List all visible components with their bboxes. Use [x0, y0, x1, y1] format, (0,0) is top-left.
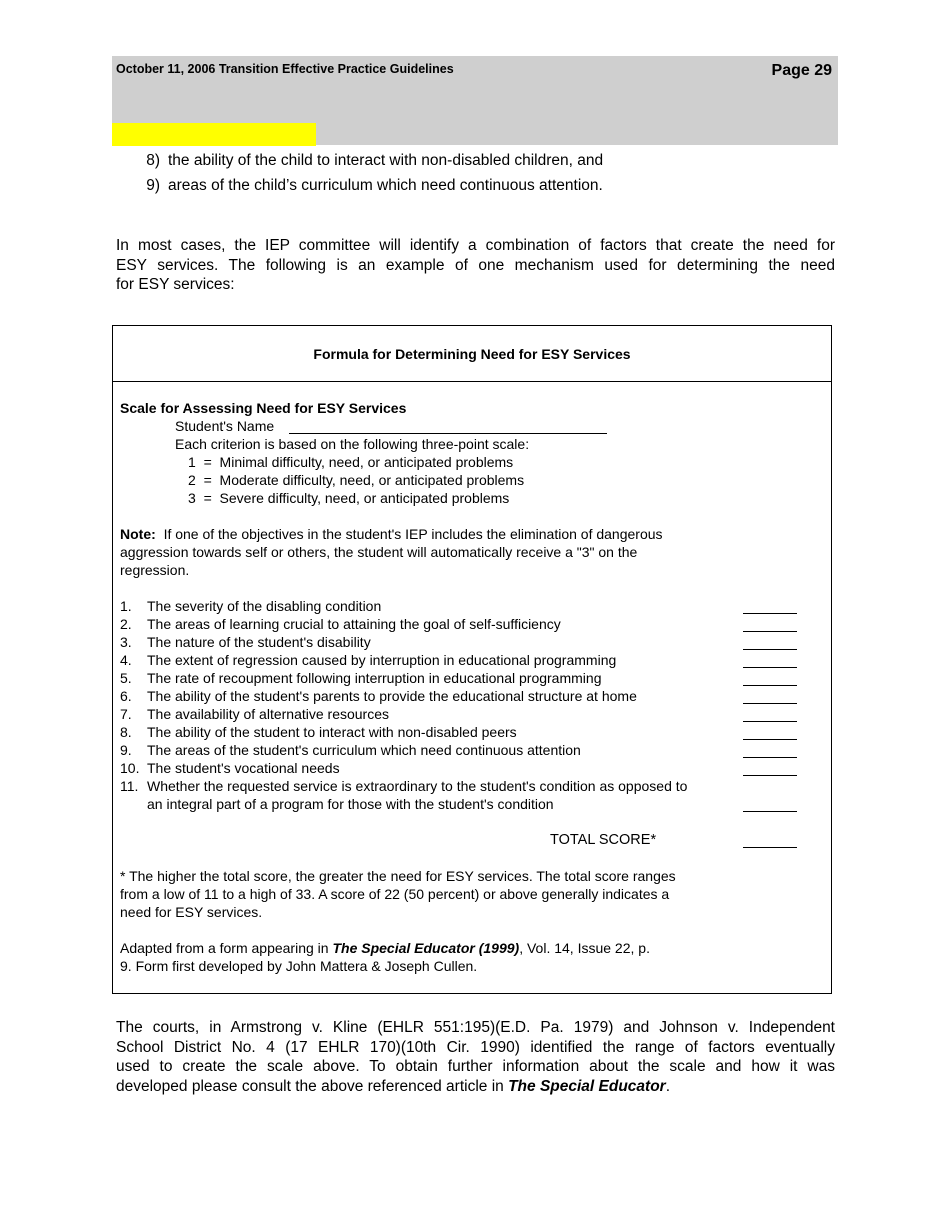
score-blank[interactable] [743, 649, 797, 650]
scale-row [188, 471, 524, 489]
score-blank[interactable] [743, 703, 797, 704]
score-blank[interactable] [743, 685, 797, 686]
scale-heading: Scale for Assessing Need for ESY Services [120, 400, 407, 416]
scale-eq: = [203, 490, 212, 506]
esy-form-box [112, 325, 832, 994]
paragraph-line: for ESY services: [116, 276, 235, 293]
scale-text: Minimal difficulty, need, or anticipated problems [219, 454, 514, 470]
note-label: Note: [120, 526, 156, 542]
list-item-text: areas of the child’s curriculum which need continuous attention. [168, 177, 603, 194]
student-name-label: Student's Name [175, 418, 275, 434]
footnote-line: from a low of 11 to a high of 33. A score of 22 (50 percent) or above generally indicates a [120, 886, 670, 902]
scale-eq: = [203, 472, 212, 488]
note-line: regression. [120, 562, 190, 578]
criterion-number: 3. [120, 634, 132, 650]
criterion-number: 10. [120, 760, 140, 776]
note-line [120, 525, 663, 543]
criterion-text: The ability of the student to interact with non-disabled peers [147, 724, 517, 740]
paragraph-line: ESY services. The following is an example of one mechanism used for determining the need [116, 256, 835, 274]
score-blank[interactable] [743, 757, 797, 758]
criterion-text: The rate of recoupment following interruption in educational programming [147, 670, 602, 686]
score-blank[interactable] [743, 775, 797, 776]
scale-text: Moderate difficulty, need, or anticipated problems [219, 472, 525, 488]
scale-value: 1 [188, 454, 196, 470]
criterion-text: The nature of the student's disability [147, 634, 371, 650]
criterion-text: The extent of regression caused by interruption in educational programming [147, 652, 617, 668]
header-title: October 11, 2006 Transition Effective Practice Guidelines [116, 62, 454, 76]
scale-row [188, 489, 509, 507]
closing-paragraph [116, 1018, 835, 1096]
highlight-mark [112, 123, 316, 146]
score-blank[interactable] [743, 667, 797, 668]
total-score-label: TOTAL SCORE* [550, 832, 657, 848]
paragraph-line [116, 1077, 835, 1097]
form-title: Formula for Determining Need for ESY Services [313, 346, 631, 362]
paragraph-line: used to create the scale above. To obtain further information about the scale and how it was [116, 1058, 835, 1075]
criterion-number: 5. [120, 670, 132, 686]
criterion-number: 6. [120, 688, 132, 704]
criterion-text: The severity of the disabling condition [147, 598, 382, 614]
source-citation-line2: 9. Form first developed by John Mattera & Joseph Cullen. [120, 958, 478, 974]
criterion-text: The student's vocational needs [147, 760, 340, 776]
criterion-number: 11. [120, 778, 139, 794]
citation-suffix: , Vol. 14, Issue 22, p. [519, 940, 650, 956]
paragraph-line: In most cases, the IEP committee will identify a combination of factors that create the need for [116, 237, 835, 254]
note-line: aggression towards self or others, the student will automatically receive a "3" on the [120, 544, 638, 560]
criterion-number: 2. [120, 616, 132, 632]
criterion-number: 4. [120, 652, 132, 668]
criterion-intro: Each criterion is based on the following three-point scale: [175, 436, 530, 452]
criterion-number: 1. [120, 598, 132, 614]
scale-value: 3 [188, 490, 196, 506]
total-score-blank[interactable] [743, 847, 797, 848]
scale-text: Severe difficulty, need, or anticipated problems [219, 490, 510, 506]
page-number: Page 29 [771, 62, 832, 79]
paragraph-line: The courts, in Armstrong v. Kline (EHLR 551:195)(E.D. Pa. 1979) and Johnson v. Independent [116, 1019, 835, 1036]
list-item-text: the ability of the child to interact with non-disabled children, and [168, 152, 604, 169]
list-item-number: 8) [146, 152, 160, 169]
score-blank[interactable] [743, 739, 797, 740]
score-blank[interactable] [743, 811, 797, 812]
criterion-number: 8. [120, 724, 132, 740]
score-blank[interactable] [743, 721, 797, 722]
paragraph-line: School District No. 4 (17 EHLR 170)(10th Cir. 1990) identified the range of factors eventually [116, 1038, 835, 1056]
scale-eq: = [203, 454, 212, 470]
criterion-number: 7. [120, 706, 132, 722]
closing-text: developed please consult the above referenced article in [116, 1077, 509, 1095]
criterion-text: The areas of learning crucial to attaining the goal of self-sufficiency [147, 616, 561, 632]
score-blank[interactable] [743, 631, 797, 632]
criterion-text: Whether the requested service is extraordinary to the student's condition as opposed to [147, 778, 688, 794]
student-name-line[interactable] [289, 433, 607, 434]
criterion-text: The availability of alternative resources [147, 706, 390, 722]
closing-suffix: . [665, 1077, 671, 1095]
source-citation [120, 939, 650, 957]
score-blank[interactable] [743, 613, 797, 614]
criterion-text: The areas of the student's curriculum which need continuous attention [147, 742, 581, 758]
list-item-number: 9) [146, 177, 160, 194]
intro-paragraph [116, 236, 835, 295]
criterion-number: 9. [120, 742, 132, 758]
form-title-row [113, 326, 831, 382]
note-text: If one of the objectives in the student's IEP includes the elimination of dangerous [163, 526, 663, 542]
criterion-text: The ability of the student's parents to provide the educational structure at home [147, 688, 637, 704]
page-header [112, 56, 838, 145]
closing-source: The Special Educator [508, 1077, 666, 1095]
criterion-text-continued: an integral part of a program for those with the student's condition [147, 796, 554, 812]
citation-source: The Special Educator (1999) [332, 940, 520, 956]
footnote-line: need for ESY services. [120, 904, 263, 920]
footnote-line: * The higher the total score, the greater the need for ESY services. The total score ranges [120, 868, 676, 884]
scale-value: 2 [188, 472, 196, 488]
scale-row [188, 453, 513, 471]
citation-prefix: Adapted from a form appearing in [120, 940, 333, 956]
